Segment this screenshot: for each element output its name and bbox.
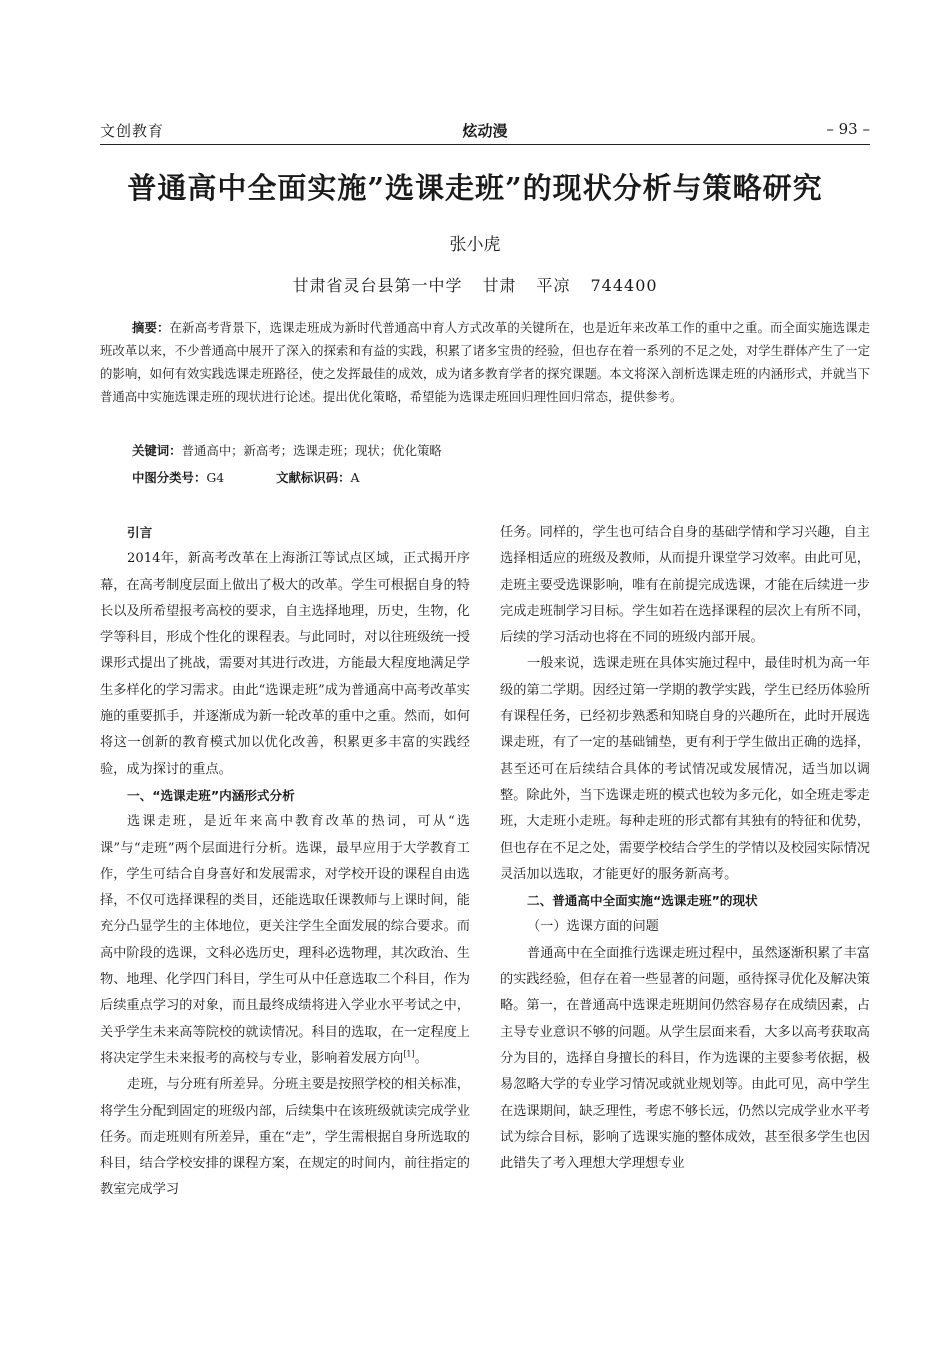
left-column xyxy=(100,520,470,1204)
intro-paragraph: 2014年，新高考改革在上海浙江等试点区域，正式揭开序幕，在高考制度层面上做出了极大的改革。学生可根据自身的特长以及所希望报考高校的要求，自主选择地理，历史，生物，化学等科目，形成个性化的课程表。与此同时，对以往班级统一授课形式提出了挑战，需要对其进行改进，方能最大程度地满足学生多样化的学习需求。由此“选课走班”成为普通高中高考改革实施的重要抓手，并逐渐成为新一轮改革的重中之重。然而，如何将这一创新的教育模式加以优化改善，积累更多丰富的实践经验，成为探讨的重点。 xyxy=(100,551,470,777)
section-1-paragraph-3: 一般来说，选课走班在具体实施过程中，最佳时机为高一年级的第二学期。因经过第一学期的教学实践，学生已经历体验所有课程任务，已经初步熟悉和知晓自身的兴趣所在，此时开展选课走班，有了一定的基础铺垫，更有利于学生做出正确的选择，甚至还可在后续结合具体的考试情况或发展情况，适当加以调整。除此外，当下选课走班的模式也较为多元化，如全班走零走班，大走班小走班。每种走班的形式都有其独有的特征和优势，但也存在不足之处，需要学校结合学生的学情以及校园实际情况灵活加以选取，才能更好的服务新高考。 xyxy=(500,656,870,882)
affiliation-school: 甘肃省灵台县第一中学 xyxy=(292,276,463,295)
journal-section: 文创教育 xyxy=(100,122,165,140)
section-1-paragraph-2: 走班，与分班有所差异。分班主要是按照学校的相关标准，将学生分配到固定的班级内部，后续集中在该班级就读完成学业任务。而走班则有所差异，重在“走”，学生需根据自身所选取的科目，结合学校安排的课程方案，在规定的时间内，前往指定的教室完成学习 xyxy=(100,1077,470,1198)
running-header xyxy=(100,116,870,145)
abstract-text: 在新高考背景下，选课走班成为新时代普通高中育人方式改革的关键所在，也是近年来改革工作的重中之重。而全面实施选课走班改革以来，不少普通高中展开了深入的探索和有益的实践，积累了诸多宝贵的经验，但也存在着一系列的不足之处，对学生群体产生了一定的影响，如何有效实践选课走班路径，使之发挥最佳的成效，成为诸多教育学者的探究课题。本文将深入剖析选课走班的内涵形式，并就当下普通高中实施选课走班的现状进行论述。提出优化策略，希望能为选课走班回归理性回归常态，提供参考。 xyxy=(100,320,871,404)
page-number: – 93 – xyxy=(826,120,870,138)
citation-ref: [1] xyxy=(403,1049,415,1059)
affiliation-city: 平凉 xyxy=(536,276,571,295)
affiliation xyxy=(0,273,950,296)
intro-heading: 引言 xyxy=(127,525,153,540)
section-1-paragraph-1-end: 。 xyxy=(414,1050,428,1066)
clc-value: G4 xyxy=(206,470,225,485)
abstract xyxy=(100,316,870,408)
clc-label: 中图分类号： xyxy=(132,470,207,485)
affiliation-postcode: 744400 xyxy=(590,276,658,295)
section-2-subheading: （一）选课方面的问题 xyxy=(527,919,659,935)
doc-code-label: 文献标识码： xyxy=(276,470,351,485)
section-2-heading: 二、普通高中全面实施“选课走班”的现状 xyxy=(527,893,758,909)
journal-name: 炫动漫 xyxy=(462,122,508,140)
continued-paragraph: 任务。同样的，学生也可结合自身的基础学情和学习兴趣，自主选择相适应的班级及教师，从而提升课堂学习效率。由此可见，走班主要受选课影响，唯有在前提完成选课，才能在后续进一步完成走班制学习目标。学生如若在选择课程的层次上有所不同，后续的学习活动也将在不同的班级内部开展。 xyxy=(500,525,870,646)
abstract-label: 摘要： xyxy=(132,320,170,335)
keywords-text: 普通高中；新高考；选课走班；现状；优化策略 xyxy=(181,443,442,458)
section-1-heading: 一、“选课走班”内涵形式分析 xyxy=(127,787,295,803)
classification xyxy=(132,468,872,486)
right-column xyxy=(500,520,870,1177)
affiliation-province: 甘肃 xyxy=(482,276,517,295)
author-name: 张小虎 xyxy=(449,235,501,255)
section-1-paragraph-1-text: 选课走班，是近年来高中教育改革的热词，可从“选课”与“走班”两个层面进行分析。选课，最早应用于大学教育工作，学生可结合自身喜好和发展需求，对学校开设的课程自由选择，不仅可选择课程的类目，还能选取任课教师与上课时间，能充分凸显学生的主体地位，更关注学生全面发展的综合要求。而高中阶段的选课，文科必选历史，理科必选物理，其次政治、生物、地理、化学四门科目，学生可从中任意选取二个科目，作为后续重点学习的对象，而且最终成绩将进入学业水平考试之中，关乎学生未来高等院校的就读情况。科目的选取，在一定程度上将决定学生未来报考的高校与专业，影响着发展方向 xyxy=(100,814,470,1066)
section-1-paragraph-1 xyxy=(100,809,470,1072)
doc-code-value: A xyxy=(350,470,360,485)
article-title: 普通高中全面实施”选课走班”的现状分析与策略研究 xyxy=(127,171,823,205)
section-2-paragraph-1: 普通高中在全面推行选课走班过程中，虽然逐渐积累了丰富的实践经验，但存在着一些显著的问题，亟待探寻优化及解决策略。第一，在普通高中选课走班期间仍然容易存在成绩因素，占主导专业意识不够的问题。从学生层面来看，大多以高考获取高分为目的，选择自身擅长的科目，作为选课的主要参考依据，极易忽略大学的专业学习情况或就业规划等。由此可见，高中学生在选课期间，缺乏理性，考虑不够长远，仍然以完成学业水平考试为综合目标，影响了选课实施的整体成效，甚至很多学生也因此错失了考入理想大学理想专业 xyxy=(500,945,870,1172)
keywords-label: 关键词： xyxy=(132,443,182,458)
keywords xyxy=(132,441,872,459)
